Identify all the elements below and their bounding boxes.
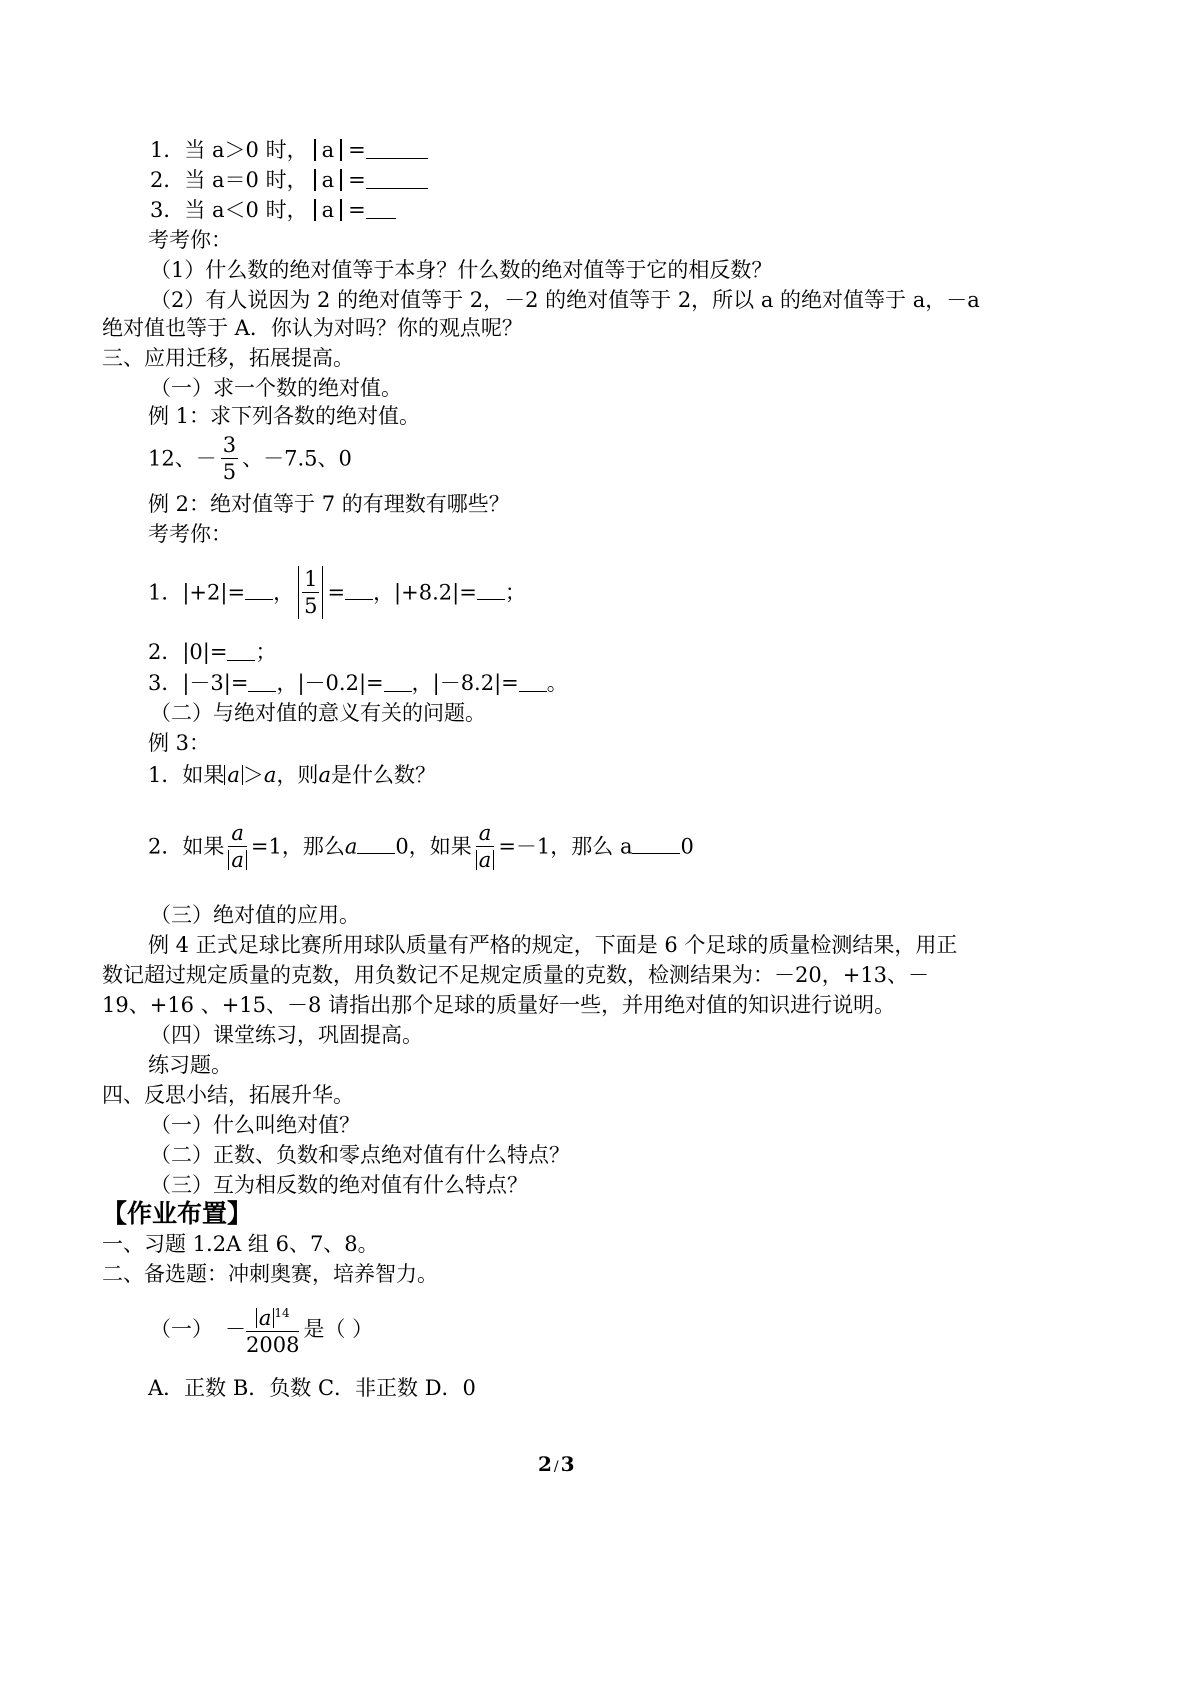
answer-blank[interactable] bbox=[345, 579, 373, 600]
answer-blank[interactable] bbox=[384, 671, 412, 692]
reflection-1: （一）什么叫绝对值？ bbox=[150, 1113, 360, 1137]
def-line-2: 2．当 a＝0 时， a = bbox=[150, 165, 428, 195]
question-2-line-2: 绝对值也等于 A．你认为对吗？你的观点呢？ bbox=[102, 316, 523, 340]
answer-blank[interactable] bbox=[245, 579, 273, 600]
reflection-3: （三）互为相反数的绝对值有什么特点？ bbox=[150, 1173, 528, 1197]
fraction: $\frac{a}{a}$ bbox=[228, 820, 247, 873]
answer-blank[interactable] bbox=[248, 671, 276, 692]
example-4-line-1: 例 4 正式足球比赛所用球队质量有严格的规定，下面是 6 个足球的质量检测结果，用正 bbox=[148, 933, 958, 957]
fraction: $\frac{a}{a}$ bbox=[476, 820, 495, 873]
subsection-3-1: （一）求一个数的绝对值。 bbox=[150, 376, 402, 400]
answer-blank[interactable] bbox=[366, 138, 428, 159]
absolute-fraction: $\frac{1}{5}$ bbox=[298, 566, 323, 619]
answer-blank[interactable] bbox=[366, 198, 396, 219]
example-3-item-2: 2．如果 $\frac{a}{a}$ =1，那么a 0，如果 $\frac{a}{a}$ =－1，那么 a 0 bbox=[148, 821, 694, 872]
def-line-1: 1．当 a＞0 时， a = bbox=[150, 135, 428, 165]
example-3-item-1: 1．如果 a ＞a，则a是什么数？ bbox=[148, 763, 436, 787]
homework-item-2: 二、备选题：冲刺奥赛，培养智力。 bbox=[102, 1262, 438, 1286]
quiz-item-2: 2．|0|= ； bbox=[148, 640, 277, 664]
quiz-heading-2: 考考你： bbox=[148, 522, 232, 546]
answer-blank[interactable] bbox=[227, 640, 255, 661]
answer-blank[interactable] bbox=[366, 168, 428, 189]
section-4-heading: 四、反思小结，拓展升华。 bbox=[102, 1083, 354, 1107]
subsection-3-3: （三）绝对值的应用。 bbox=[150, 903, 360, 927]
example-1-list: 12、－ $\frac{3}{5}$ 、－7.5、0 bbox=[148, 433, 352, 484]
quiz-heading: 考考你： bbox=[148, 228, 232, 252]
answer-blank[interactable] bbox=[357, 833, 395, 854]
fraction: $\frac{3}{5}$ bbox=[222, 433, 237, 484]
example-1: 例 1：求下列各数的绝对值。 bbox=[148, 404, 421, 428]
example-2: 例 2：绝对值等于 7 的有理数有哪些？ bbox=[148, 492, 510, 516]
example-4-line-3: 19、+16 、+15、－8 请指出那个足球的质量好一些，并用绝对值的知识进行说明。 bbox=[102, 993, 896, 1017]
def-line-3: 3．当 a＜0 时， a = bbox=[150, 195, 396, 225]
example-4-line-2: 数记超过规定质量的克数，用负数记不足规定质量的克数，检测结果为：－20，+13、－ bbox=[102, 963, 930, 987]
practice-label: 练习题。 bbox=[148, 1053, 232, 1077]
example-3: 例 3： bbox=[148, 731, 211, 755]
question-1: （1）什么数的绝对值等于本身？什么数的绝对值等于它的相反数？ bbox=[150, 258, 773, 282]
homework-heading: 【作业布置】 bbox=[102, 1199, 253, 1228]
homework-item-1: 一、习题 1.2A 组 6、7、8。 bbox=[102, 1232, 379, 1256]
answer-blank[interactable] bbox=[632, 833, 680, 854]
question-2-line-1: （2）有人说因为 2 的绝对值等于 2，－2 的绝对值等于 2，所以 a 的绝对值等于 a，－a bbox=[150, 288, 980, 312]
quiz-item-1: 1．|+2|= ， $\frac{1}{5}$ = ，|+8.2|= ； bbox=[148, 567, 526, 618]
answer-choices: A．正数 B．负数 C．非正数 D．0 bbox=[148, 1376, 476, 1400]
fraction: $\frac{a ^{14}}{2008}$ bbox=[246, 1300, 299, 1358]
quiz-item-3: 3．|－3|= ，|－0.2|= ，|－8.2|= 。 bbox=[148, 671, 568, 695]
olympiad-question: （一） － $\frac{a ^{14}}{2008}$ 是（ ） bbox=[150, 1300, 373, 1358]
section-3-heading: 三、应用迁移，拓展提高。 bbox=[102, 346, 354, 370]
subsection-3-4: （四）课堂练习，巩固提高。 bbox=[150, 1023, 423, 1047]
subsection-3-2: （二）与绝对值的意义有关的问题。 bbox=[150, 701, 486, 725]
answer-blank[interactable] bbox=[477, 579, 505, 600]
page-number: 2 / 3 bbox=[538, 1452, 575, 1476]
answer-blank[interactable] bbox=[519, 671, 547, 692]
reflection-2: （二）正数、负数和零点绝对值有什么特点？ bbox=[150, 1143, 570, 1167]
